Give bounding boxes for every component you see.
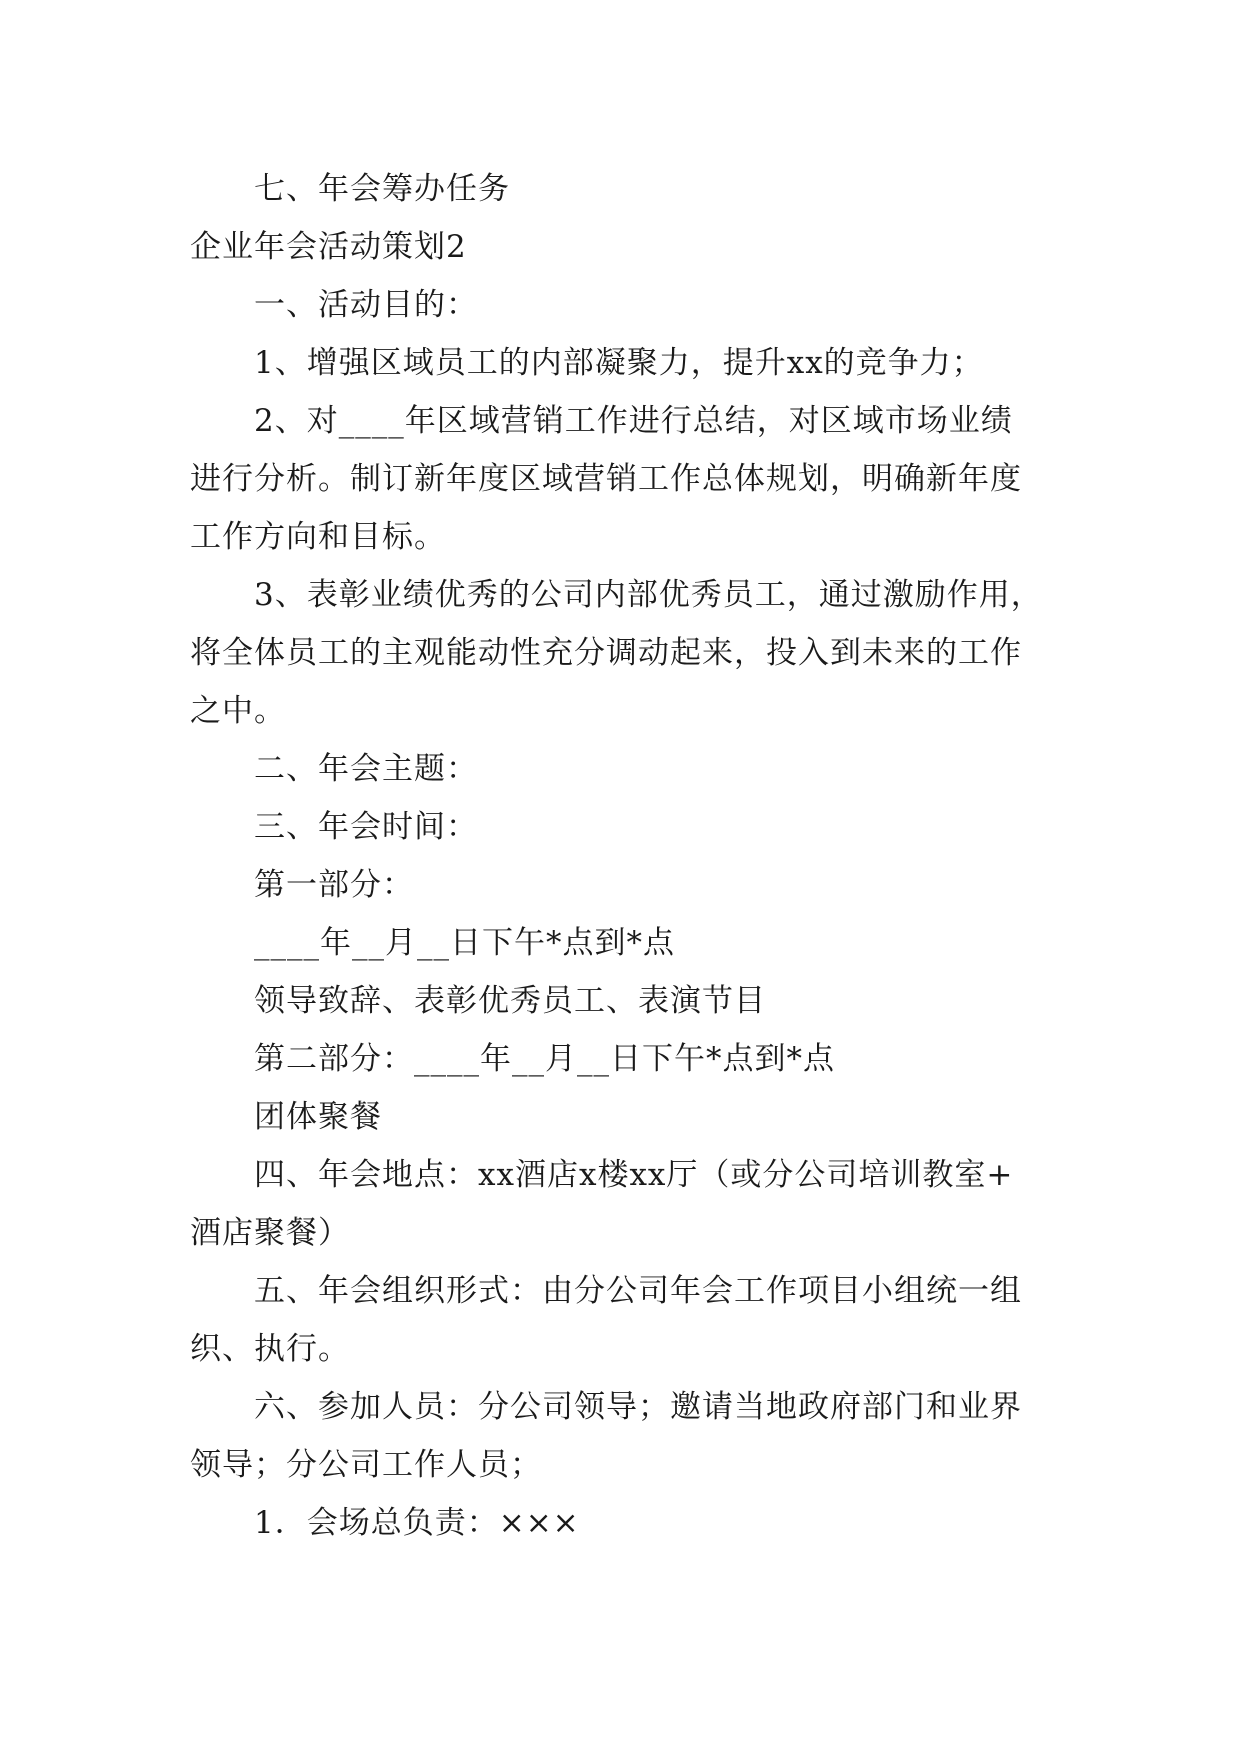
section-heading-purpose: 一、活动目的：: [254, 287, 478, 323]
paragraph-line: 第一部分：: [254, 867, 414, 903]
paragraph-line: 工作方向和目标。: [190, 519, 446, 555]
section-heading-participants: 六、参加人员：分公司领导；邀请当地政府部门和业界: [254, 1389, 1022, 1425]
section-heading-organization: 五、年会组织形式：由分公司年会工作项目小组统一组: [254, 1273, 1022, 1309]
paragraph-line: 2、对____年区域营销工作进行总结，对区域市场业绩: [254, 403, 1013, 439]
document-title: 企业年会活动策划2: [190, 229, 467, 265]
paragraph-line: 将全体员工的主观能动性充分调动起来，投入到未来的工作: [190, 635, 1022, 671]
paragraph-line: 3、表彰业绩优秀的公司内部优秀员工，通过激励作用，: [254, 577, 1043, 613]
section-heading-tasks: 七、年会筹办任务: [254, 171, 510, 207]
paragraph-line: 之中。: [190, 693, 286, 729]
paragraph-line: 1、增强区域员工的内部凝聚力，提升xx的竞争力；: [254, 345, 984, 381]
document-body: [190, 160, 1070, 1552]
section-heading-venue: 四、年会地点：xx酒店x楼xx厅（或分公司培训教室+: [254, 1157, 1014, 1193]
section-heading-theme: 二、年会主题：: [254, 751, 478, 787]
paragraph-line: 织、执行。: [190, 1331, 350, 1367]
paragraph-line: 第二部分：____年__月__日下午*点到*点: [254, 1041, 835, 1077]
paragraph-line: 领导致辞、表彰优秀员工、表演节目: [254, 983, 766, 1019]
paragraph-line: 1．会场总负责：×××: [254, 1505, 580, 1541]
paragraph-line: ____年__月__日下午*点到*点: [254, 925, 675, 961]
section-heading-time: 三、年会时间：: [254, 809, 478, 845]
paragraph-line: 领导；分公司工作人员；: [190, 1447, 542, 1483]
paragraph-line: 进行分析。制订新年度区域营销工作总体规划，明确新年度: [190, 461, 1022, 497]
paragraph-line: 酒店聚餐）: [190, 1215, 350, 1251]
paragraph-line: 团体聚餐: [254, 1099, 382, 1135]
